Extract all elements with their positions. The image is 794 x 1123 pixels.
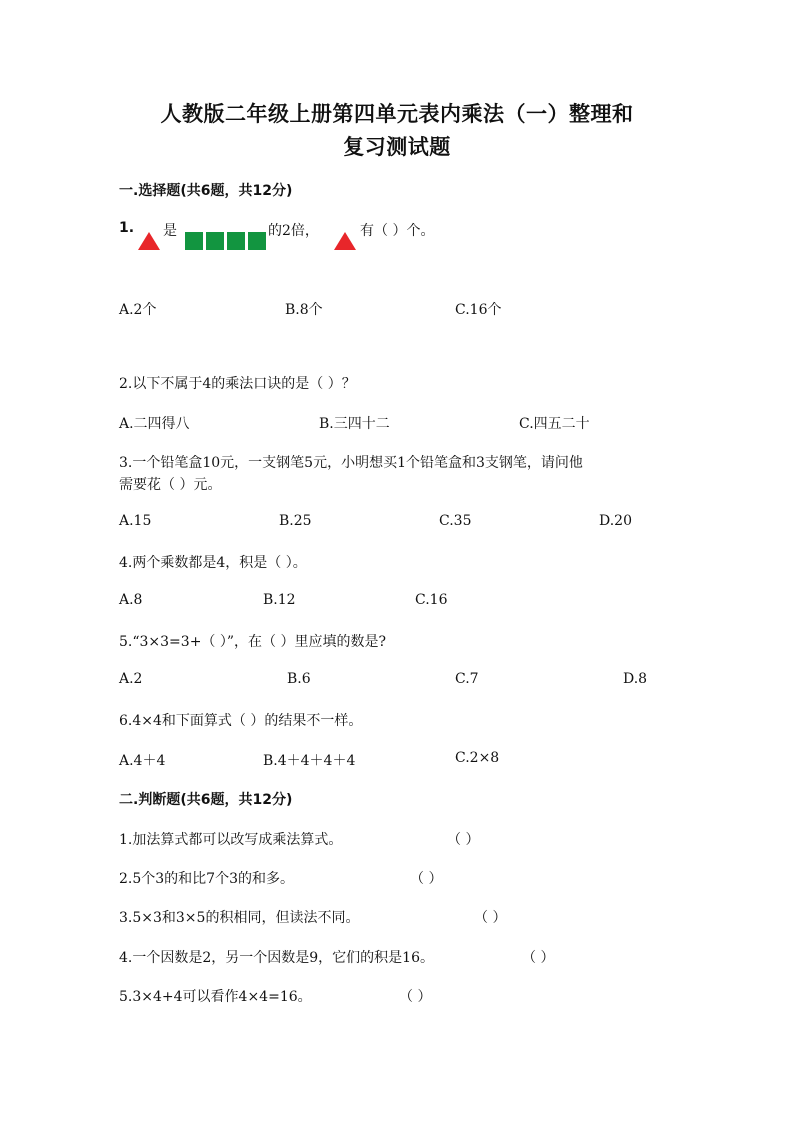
q2-option-a: A.二四得八 <box>119 416 190 432</box>
section-heading-choice: 一.选择题(共6题，共12分) <box>119 183 293 199</box>
judge-question-1: 1.加法算式都可以改写成乘法算式。 <box>119 832 343 848</box>
q6-option-b: B.4＋4＋4＋4 <box>263 753 356 769</box>
page-title-line-2: 复习测试题 <box>343 135 451 159</box>
question-6: 6.4×4和下面算式（ ）的结果不一样。 <box>119 713 363 729</box>
question-1-text-c: 有（ ）个。 <box>360 223 435 239</box>
green-square-icon <box>227 232 245 250</box>
question-3-line-2: 需要花（ ）元。 <box>119 477 222 493</box>
q4-option-c: C.16 <box>415 592 448 608</box>
question-1-text-b: 的2倍， <box>268 223 319 239</box>
judge-answer-paren-5: （ ） <box>399 989 432 1005</box>
judge-answer-paren-3: （ ） <box>474 910 507 926</box>
judge-answer-paren-4: （ ） <box>522 950 555 966</box>
green-square-icon <box>248 232 266 250</box>
q1-option-a: A.2个 <box>119 302 157 318</box>
green-square-icon <box>206 232 224 250</box>
green-square-icon <box>185 232 203 250</box>
question-1-text-a: 是 <box>163 223 177 239</box>
judge-question-4: 4.一个因数是2，另一个因数是9，它们的积是16。 <box>119 950 434 966</box>
judge-question-5: 5.3×4+4可以看作4×4=16。 <box>119 989 312 1005</box>
judge-question-3: 3.5×3和3×5的积相同，但读法不同。 <box>119 910 360 926</box>
question-3-line-1: 3.一个铅笔盒10元，一支钢笔5元，小明想买1个铅笔盒和3支钢笔，请问他 <box>119 455 583 471</box>
section-heading-judge: 二.判断题(共6题，共12分) <box>119 792 293 808</box>
q6-option-a: A.4＋4 <box>119 753 166 769</box>
q2-option-c: C.四五二十 <box>519 416 590 432</box>
q5-option-b: B.6 <box>287 671 311 687</box>
question-2: 2.以下不属于4的乘法口诀的是（ ）？ <box>119 376 356 392</box>
q4-option-a: A.8 <box>119 592 143 608</box>
q5-option-a: A.2 <box>119 671 143 687</box>
q3-option-c: C.35 <box>439 513 472 529</box>
q5-option-d: D.8 <box>623 671 648 687</box>
q4-option-b: B.12 <box>263 592 296 608</box>
q3-option-a: A.15 <box>119 513 152 529</box>
red-triangle-icon <box>334 232 356 250</box>
question-5: 5.“3×3=3+（ ）”，在（ ）里应填的数是? <box>119 634 386 650</box>
judge-answer-paren-2: （ ） <box>410 871 443 887</box>
red-triangle-icon <box>138 232 160 250</box>
q1-option-b: B.8个 <box>285 302 323 318</box>
judge-answer-paren-1: （ ） <box>447 832 480 848</box>
judge-question-2: 2.5个3的和比7个3的和多。 <box>119 871 294 887</box>
q5-option-c: C.7 <box>455 671 479 687</box>
q3-option-b: B.25 <box>279 513 312 529</box>
page-title-line-1: 人教版二年级上册第四单元表内乘法（一）整理和 <box>160 102 634 126</box>
question-1-number: 1. <box>119 220 135 236</box>
q6-option-c: C.2×8 <box>455 750 500 766</box>
q1-option-c: C.16个 <box>455 302 502 318</box>
question-4: 4.两个乘数都是4，积是（ ）。 <box>119 555 307 571</box>
q2-option-b: B.三四十二 <box>319 416 390 432</box>
q3-option-d: D.20 <box>599 513 632 529</box>
